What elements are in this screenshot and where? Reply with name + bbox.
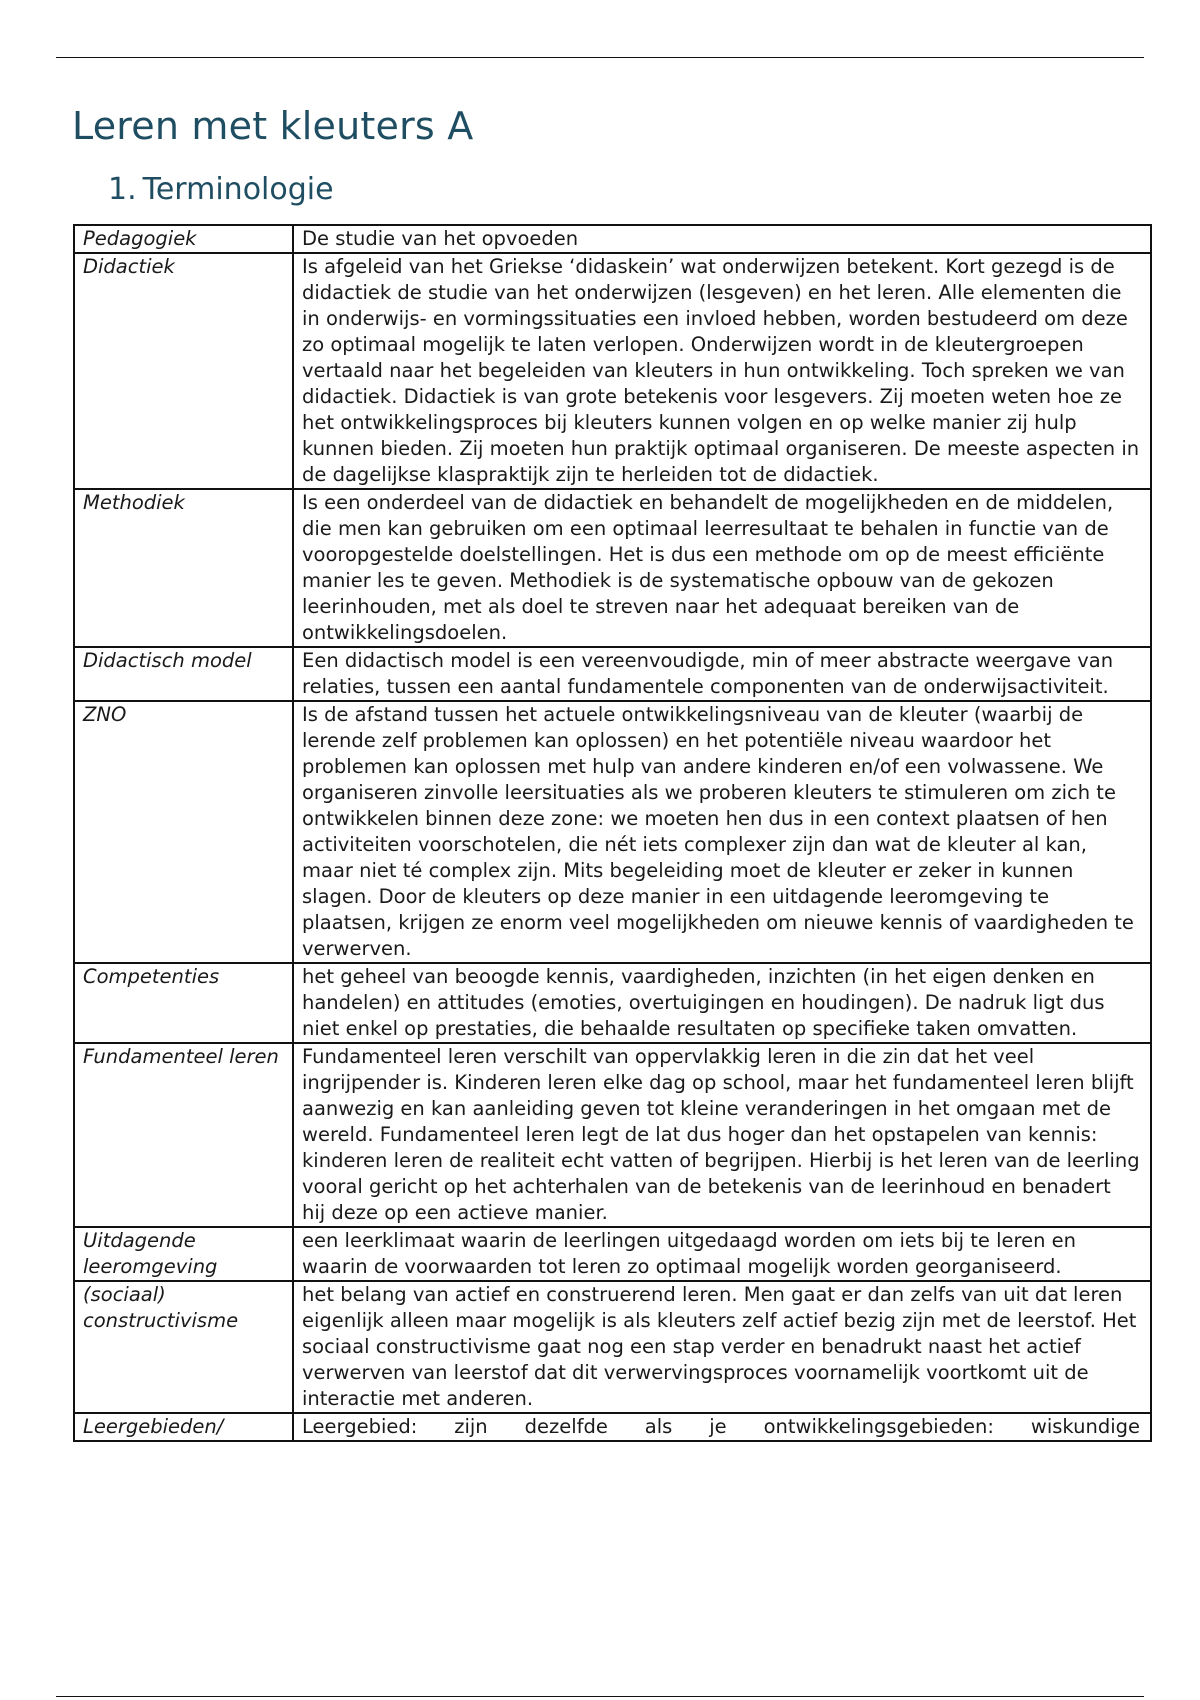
definition-cell: het geheel van beoogde kennis, vaardigheden, inzichten (in het eigen denken en handelen) en attitudes (emoties, overtuigingen en houdingen). De nadruk ligt dus niet enkel op prestaties, die behaalde resultaten op specifieke taken omvatten. <box>293 963 1151 1043</box>
table-row <box>74 1227 1151 1281</box>
table-row <box>74 647 1151 701</box>
table-row <box>74 489 1151 647</box>
definition-cell: het belang van actief en construerend leren. Men gaat er dan zelfs van uit dat leren eigenlijk alleen maar mogelijk is als kleuters zelf actief bezig zijn met de leerstof. Het sociaal constructivisme gaat nog een stap verder en benadrukt naast het actief verwerven van leerstof dat dit verwervingsproces voornamelijk voortkomt uit de interactie met anderen. <box>293 1281 1151 1413</box>
section-title: Terminologie <box>142 172 334 207</box>
definition-cell: Is de afstand tussen het actuele ontwikkelingsniveau van de kleuter (waarbij de lerende zelf problemen kan oplossen) en het potentiële niveau waardoor het problemen kan oplossen met hulp van andere kinderen en/of een volwassene. We organiseren zinvolle leersituaties als we proberen kleuters te stimuleren om zich te ontwikkelen binnen deze zone: we moeten hen dus in een context plaatsen of hen activiteiten voorschotelen, die nét iets complexer zijn dan wat de kleuter al kan, maar niet té complex zijn. Mits begeleiding moet de kleuter er zeker in kunnen slagen. Door de kleuters op deze manier in een uitdagende leeromgeving te plaatsen, krijgen ze enorm veel mogelijkheden om nieuwe kennis of vaardigheden te verwerven. <box>293 701 1151 963</box>
terminology-table <box>73 224 1152 1442</box>
term-cell: Leergebieden/ <box>74 1413 293 1441</box>
footer-rule <box>56 1696 1144 1697</box>
term-cell: Uitdagende leeromgeving <box>74 1227 293 1281</box>
definition-cell: De studie van het opvoeden <box>293 225 1151 253</box>
term-cell: Fundamenteel leren <box>74 1043 293 1227</box>
definition-cell: Is afgeleid van het Griekse ‘didaskein’ wat onderwijzen betekent. Kort gezegd is de didactiek de studie van het onderwijzen (lesgeven) en het leren. Alle elementen die in onderwijs- en vormingssituaties een invloed hebben, worden bestudeerd om deze zo optimaal mogelijk te laten verlopen. Onderwijzen wordt in de kleutergroepen vertaald naar het begeleiden van kleuters in hun ontwikkeling. Toch spreken we van didactiek. Didactiek is van grote betekenis voor lesgevers. Zij moeten weten hoe ze het ontwikkelingsproces bij kleuters kunnen volgen en op welke manier zij hulp kunnen bieden. Zij moeten hun praktijk optimaal organiseren. De meeste aspecten in de dagelijkse klaspraktijk zijn te herleiden tot de didactiek. <box>293 253 1151 489</box>
table-row <box>74 1043 1151 1227</box>
term-cell: ZNO <box>74 701 293 963</box>
definition-cell: Fundamenteel leren verschilt van oppervlakkig leren in die zin dat het veel ingrijpender is. Kinderen leren elke dag op school, maar het fundamenteel leren blijft aanwezig en kan aanleiding geven tot kleine veranderingen in het omgaan met de wereld. Fundamenteel leren legt de lat dus hoger dan het opstapelen van kennis: kinderen leren de realiteit echt vatten of begrijpen. Hierbij is het leren van de leerling vooral gericht op het achterhalen van de betekenis van de leerinhoud en benadert hij deze op een actieve manier. <box>293 1043 1151 1227</box>
table-row <box>74 225 1151 253</box>
definition-cell: een leerklimaat waarin de leerlingen uitgedaagd worden om iets bij te leren en waarin de voorwaarden tot leren zo optimaal mogelijk worden georganiseerd. <box>293 1227 1151 1281</box>
section-number: 1. <box>108 172 137 207</box>
table-row <box>74 1281 1151 1413</box>
table-row <box>74 1413 1151 1441</box>
definition-cell: Leergebied: zijn dezelfde als je ontwikkelingsgebieden: wiskundige <box>293 1413 1151 1441</box>
term-cell: (sociaal) constructivisme <box>74 1281 293 1413</box>
section-heading <box>108 172 334 208</box>
term-cell: Didactisch model <box>74 647 293 701</box>
term-cell: Competenties <box>74 963 293 1043</box>
term-cell: Didactiek <box>74 253 293 489</box>
table-row <box>74 701 1151 963</box>
document-title: Leren met kleuters A <box>72 104 474 148</box>
header-rule <box>56 57 1144 58</box>
term-cell: Pedagogiek <box>74 225 293 253</box>
term-cell: Methodiek <box>74 489 293 647</box>
table-row <box>74 253 1151 489</box>
definition-cell: Een didactisch model is een vereenvoudigde, min of meer abstracte weergave van relaties, tussen een aantal fundamentele componenten van de onderwijsactiviteit. <box>293 647 1151 701</box>
definition-cell: Is een onderdeel van de didactiek en behandelt de mogelijkheden en de middelen, die men kan gebruiken om een optimaal leerresultaat te behalen in functie van de vooropgestelde doelstellingen. Het is dus een methode om op de meest efficiënte manier les te geven. Methodiek is de systematische opbouw van de gekozen leerinhouden, met als doel te streven naar het adequaat bereiken van de ontwikkelingsdoelen. <box>293 489 1151 647</box>
table-row <box>74 963 1151 1043</box>
